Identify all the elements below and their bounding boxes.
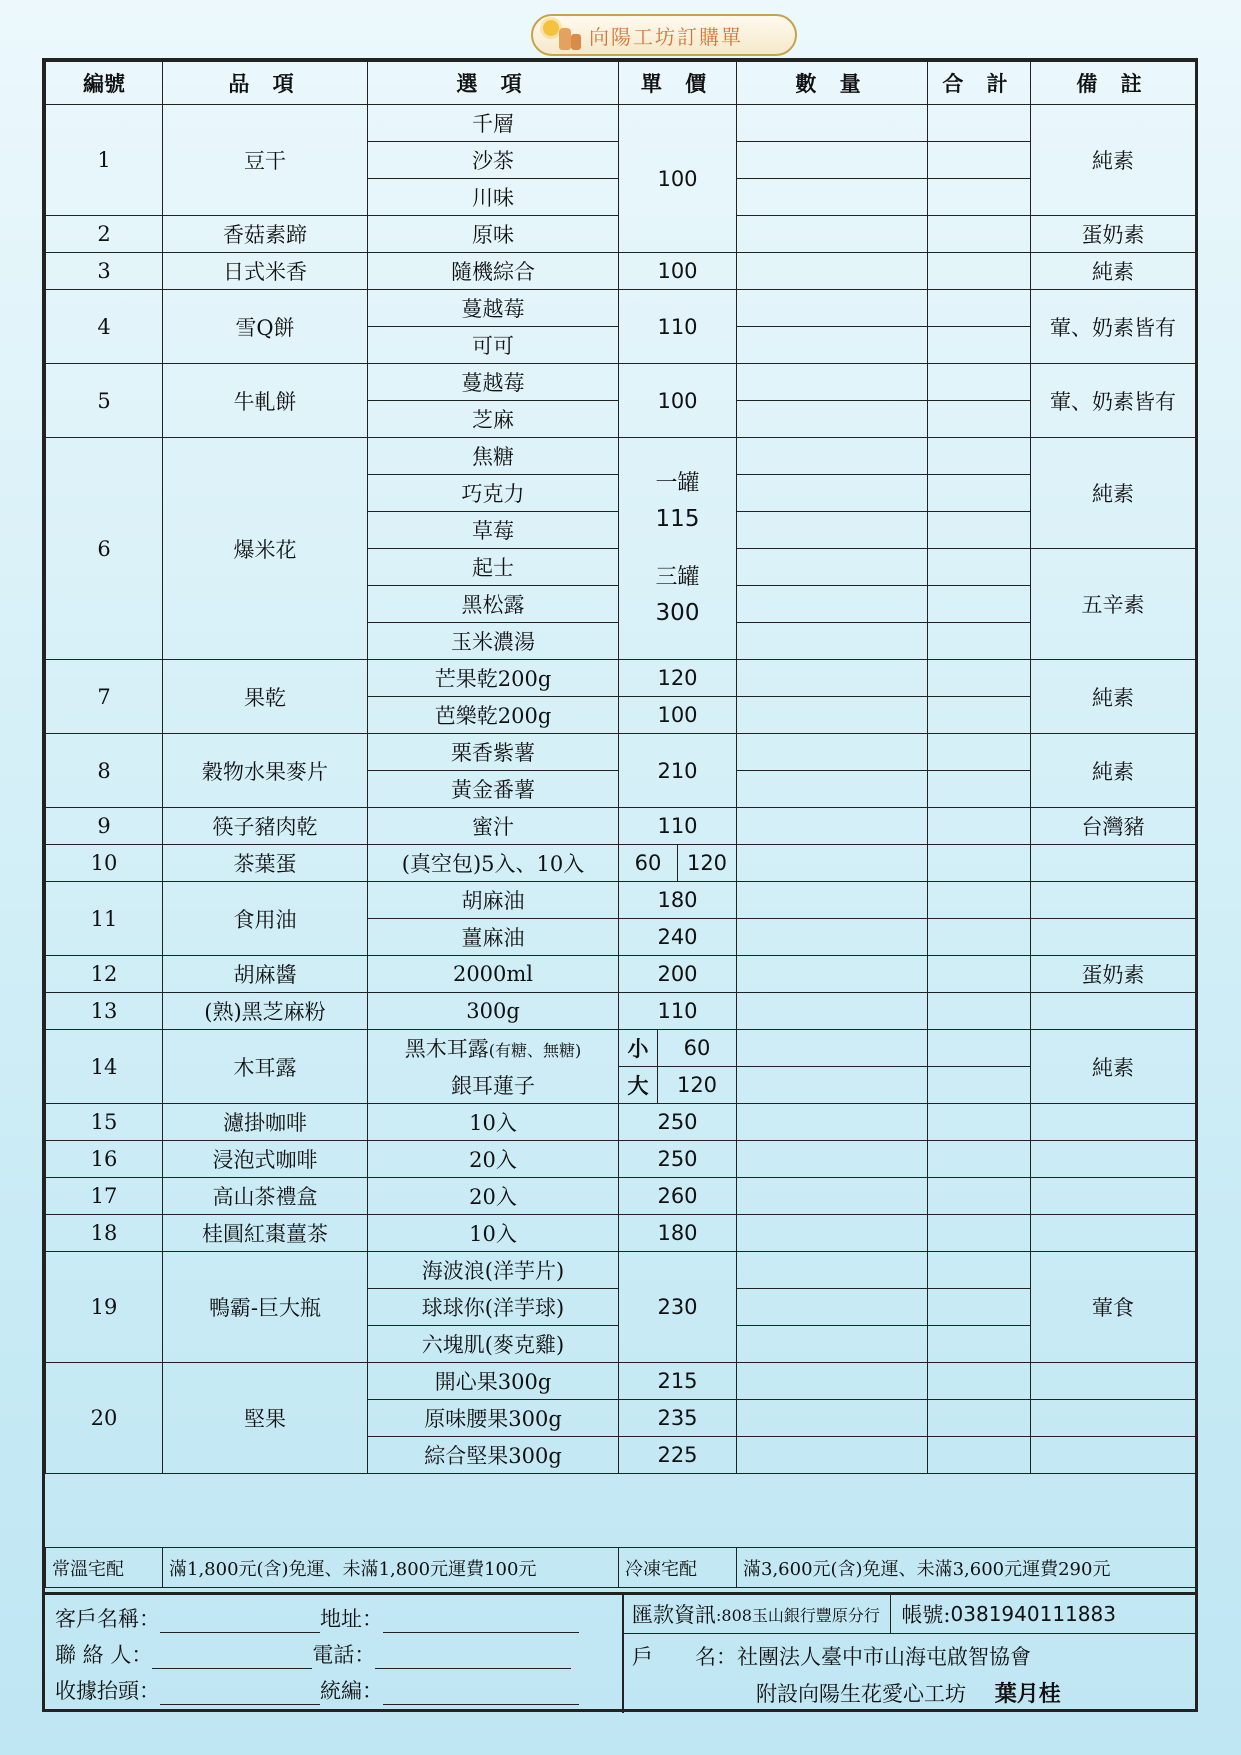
item-option: 海波浪(洋芋片) bbox=[368, 1252, 619, 1289]
table-row bbox=[46, 253, 1196, 290]
qty-cell[interactable] bbox=[737, 1141, 928, 1178]
receipt-title-field[interactable] bbox=[160, 1682, 320, 1705]
item-number: 8 bbox=[46, 734, 163, 808]
total-cell[interactable] bbox=[928, 179, 1031, 216]
total-cell[interactable] bbox=[928, 549, 1031, 586]
total-cell[interactable] bbox=[928, 586, 1031, 623]
note-cell bbox=[1031, 1363, 1196, 1400]
total-cell[interactable] bbox=[928, 1252, 1031, 1289]
item-option: 芒果乾200g bbox=[368, 660, 619, 697]
order-table bbox=[45, 61, 1196, 1474]
item-price: 210 bbox=[619, 734, 737, 808]
item-price: 180 bbox=[619, 882, 737, 919]
item-price: 100 bbox=[619, 105, 737, 253]
qty-cell[interactable] bbox=[737, 771, 928, 808]
header-total: 合 計 bbox=[928, 62, 1031, 105]
total-cell[interactable] bbox=[928, 438, 1031, 475]
contact-field[interactable] bbox=[152, 1646, 312, 1669]
size-price-cell bbox=[619, 1030, 737, 1067]
contact-label: 聯 絡 人： bbox=[55, 1643, 153, 1667]
item-price: 300 bbox=[655, 599, 700, 626]
table-row bbox=[46, 364, 1196, 401]
account-label: 帳號: bbox=[901, 1603, 951, 1627]
item-price: 240 bbox=[619, 919, 737, 956]
item-price: 60 bbox=[657, 1030, 736, 1066]
total-cell[interactable] bbox=[928, 660, 1031, 697]
item-name: 茶葉蛋 bbox=[163, 845, 368, 882]
qty-cell[interactable] bbox=[737, 808, 928, 845]
item-name: 濾掛咖啡 bbox=[163, 1104, 368, 1141]
item-option: 巧克力 bbox=[368, 475, 619, 512]
item-option: 玉米濃湯 bbox=[368, 623, 619, 660]
qty-cell[interactable] bbox=[737, 1104, 928, 1141]
total-cell[interactable] bbox=[928, 1326, 1031, 1363]
qty-cell[interactable] bbox=[737, 438, 928, 475]
qty-cell[interactable] bbox=[737, 623, 928, 660]
table-row bbox=[46, 290, 1196, 327]
item-note: 葷、奶素皆有 bbox=[1031, 290, 1196, 364]
item-note: 葷食 bbox=[1031, 1252, 1196, 1363]
item-number: 15 bbox=[46, 1104, 163, 1141]
address-field[interactable] bbox=[383, 1610, 579, 1633]
total-cell[interactable] bbox=[928, 364, 1031, 401]
split-price-cell bbox=[619, 845, 737, 882]
total-cell[interactable] bbox=[928, 808, 1031, 845]
item-name: 豆干 bbox=[163, 105, 368, 216]
qty-cell[interactable] bbox=[737, 734, 928, 771]
item-option: 原味腰果300g bbox=[368, 1400, 619, 1437]
sun-bottle-logo bbox=[533, 16, 589, 54]
qty-cell[interactable] bbox=[737, 549, 928, 586]
total-cell[interactable] bbox=[928, 512, 1031, 549]
item-note: 五辛素 bbox=[1031, 549, 1196, 660]
total-cell[interactable] bbox=[928, 253, 1031, 290]
note-cell bbox=[1031, 993, 1196, 1030]
note-cell bbox=[1031, 882, 1196, 919]
item-name: 雪Q餅 bbox=[163, 290, 368, 364]
qty-cell[interactable] bbox=[737, 1289, 928, 1326]
item-name: 牛軋餅 bbox=[163, 364, 368, 438]
item-name: 香菇素蹄 bbox=[163, 216, 368, 253]
qty-cell[interactable] bbox=[737, 956, 928, 993]
item-number: 14 bbox=[46, 1030, 163, 1104]
price-unit-three-cans: 三罐 bbox=[655, 564, 700, 590]
total-cell[interactable] bbox=[928, 1400, 1031, 1437]
item-option: 芭樂乾200g bbox=[368, 697, 619, 734]
customer-name-label: 客戶名稱： bbox=[55, 1607, 160, 1631]
note-cell bbox=[1031, 1215, 1196, 1252]
phone-field[interactable] bbox=[375, 1646, 571, 1669]
table-row bbox=[46, 1030, 1196, 1067]
normal-shipping-text: 滿1,800元(含)免運、未滿1,800元運費100元 bbox=[163, 1548, 619, 1588]
size-label: 大 bbox=[627, 1074, 649, 1098]
table-row bbox=[46, 660, 1196, 697]
item-option: 薑麻油 bbox=[368, 919, 619, 956]
item-number: 9 bbox=[46, 808, 163, 845]
item-option: 六塊肌(麥克雞) bbox=[368, 1326, 619, 1363]
item-name: (熟)黑芝麻粉 bbox=[163, 993, 368, 1030]
total-cell[interactable] bbox=[928, 1215, 1031, 1252]
qty-cell[interactable] bbox=[737, 253, 928, 290]
size-label: 小 bbox=[627, 1037, 649, 1061]
item-name: 穀物水果麥片 bbox=[163, 734, 368, 808]
qty-cell[interactable] bbox=[737, 290, 928, 327]
item-option: 隨機綜合 bbox=[368, 253, 619, 290]
item-option: 開心果300g bbox=[368, 1363, 619, 1400]
qty-cell[interactable] bbox=[737, 1437, 928, 1474]
note-cell bbox=[1031, 845, 1196, 882]
item-name: 果乾 bbox=[163, 660, 368, 734]
item-number: 2 bbox=[46, 216, 163, 253]
total-cell[interactable] bbox=[928, 401, 1031, 438]
item-price: 180 bbox=[619, 1215, 737, 1252]
item-option: 起士 bbox=[368, 549, 619, 586]
qty-cell[interactable] bbox=[737, 179, 928, 216]
header-no: 編號 bbox=[46, 62, 163, 105]
table-row bbox=[46, 105, 1196, 142]
item-note: 純素 bbox=[1031, 734, 1196, 808]
item-number: 16 bbox=[46, 1141, 163, 1178]
total-cell[interactable] bbox=[928, 771, 1031, 808]
total-cell[interactable] bbox=[928, 734, 1031, 771]
item-name: 高山茶禮盒 bbox=[163, 1178, 368, 1215]
item-option: 草莓 bbox=[368, 512, 619, 549]
table-row bbox=[46, 845, 1196, 882]
qty-cell[interactable] bbox=[737, 1400, 928, 1437]
item-option: 2000ml bbox=[368, 956, 619, 993]
table-row bbox=[46, 438, 1196, 475]
item-note: 蛋奶素 bbox=[1031, 216, 1196, 253]
item-note: 純素 bbox=[1031, 438, 1196, 549]
qty-cell[interactable] bbox=[737, 364, 928, 401]
item-name: 筷子豬肉乾 bbox=[163, 808, 368, 845]
item-price: 215 bbox=[619, 1363, 737, 1400]
item-name: 鴨霸-巨大瓶 bbox=[163, 1252, 368, 1363]
item-name: 浸泡式咖啡 bbox=[163, 1141, 368, 1178]
item-name: 桂圓紅棗薑茶 bbox=[163, 1215, 368, 1252]
note-cell bbox=[1031, 1400, 1196, 1437]
item-number: 13 bbox=[46, 993, 163, 1030]
qty-cell[interactable] bbox=[737, 1252, 928, 1289]
phone-label: 電話： bbox=[312, 1643, 376, 1667]
item-number: 5 bbox=[46, 364, 163, 438]
note-cell bbox=[1031, 919, 1196, 956]
total-cell[interactable] bbox=[928, 1363, 1031, 1400]
remit-label: 匯款資訊 bbox=[632, 1603, 716, 1627]
total-cell[interactable] bbox=[928, 216, 1031, 253]
qty-cell[interactable] bbox=[737, 475, 928, 512]
item-number: 18 bbox=[46, 1215, 163, 1252]
item-price: 250 bbox=[619, 1104, 737, 1141]
total-cell[interactable] bbox=[928, 623, 1031, 660]
info-section bbox=[45, 1592, 1195, 1710]
item-price: 110 bbox=[619, 993, 737, 1030]
table-row bbox=[46, 1252, 1196, 1289]
item-number: 12 bbox=[46, 956, 163, 993]
table-row bbox=[46, 993, 1196, 1030]
total-cell[interactable] bbox=[928, 919, 1031, 956]
total-cell[interactable] bbox=[928, 1289, 1031, 1326]
item-option: 胡麻油 bbox=[368, 882, 619, 919]
item-price: 120 bbox=[657, 1067, 736, 1103]
option-sub: (有糖、無糖) bbox=[488, 1041, 582, 1061]
total-cell[interactable] bbox=[928, 993, 1031, 1030]
item-number: 4 bbox=[46, 290, 163, 364]
qty-cell[interactable] bbox=[737, 1326, 928, 1363]
item-option: 芝麻 bbox=[368, 401, 619, 438]
item-note: 葷、奶素皆有 bbox=[1031, 364, 1196, 438]
item-price: 100 bbox=[619, 697, 737, 734]
qty-cell[interactable] bbox=[737, 327, 928, 364]
qty-cell[interactable] bbox=[737, 697, 928, 734]
total-cell[interactable] bbox=[928, 845, 1031, 882]
item-number: 11 bbox=[46, 882, 163, 956]
table-row bbox=[46, 882, 1196, 919]
item-price: 235 bbox=[619, 1400, 737, 1437]
qty-cell[interactable] bbox=[737, 586, 928, 623]
item-number: 3 bbox=[46, 253, 163, 290]
item-number: 1 bbox=[46, 105, 163, 216]
item-price: 110 bbox=[619, 290, 737, 364]
qty-cell[interactable] bbox=[737, 1030, 928, 1067]
total-cell[interactable] bbox=[928, 882, 1031, 919]
item-option: 千層 bbox=[368, 105, 619, 142]
header-price: 單 價 bbox=[619, 62, 737, 105]
item-name: 木耳露 bbox=[163, 1030, 368, 1104]
header-item: 品 項 bbox=[163, 62, 368, 105]
receipt-title-label: 收據抬頭： bbox=[55, 1679, 160, 1703]
item-option: 20入 bbox=[368, 1141, 619, 1178]
qty-cell[interactable] bbox=[737, 1215, 928, 1252]
qty-cell[interactable] bbox=[737, 512, 928, 549]
total-cell[interactable] bbox=[928, 475, 1031, 512]
total-cell[interactable] bbox=[928, 327, 1031, 364]
qty-cell[interactable] bbox=[737, 142, 928, 179]
qty-cell[interactable] bbox=[737, 845, 928, 882]
item-option: 300g bbox=[368, 993, 619, 1030]
item-option: 10入 bbox=[368, 1104, 619, 1141]
item-price: 225 bbox=[619, 1437, 737, 1474]
item-option: 蔓越莓 bbox=[368, 364, 619, 401]
item-note: 純素 bbox=[1031, 660, 1196, 734]
table-row bbox=[46, 1215, 1196, 1252]
header-note: 備 註 bbox=[1031, 62, 1196, 105]
item-price: 200 bbox=[619, 956, 737, 993]
cold-shipping-text: 滿3,600元(含)免運、未滿3,600元運費290元 bbox=[737, 1548, 1196, 1588]
table-row bbox=[46, 1141, 1196, 1178]
holder-sub-name: 附設向陽生花愛心工坊 bbox=[756, 1682, 966, 1706]
item-option: 球球你(洋芋球) bbox=[368, 1289, 619, 1326]
tax-id-field[interactable] bbox=[383, 1682, 579, 1705]
item-option: 20入 bbox=[368, 1178, 619, 1215]
option-main: 黑木耳露 bbox=[404, 1037, 489, 1062]
item-option: 可可 bbox=[368, 327, 619, 364]
customer-name-field[interactable] bbox=[160, 1610, 320, 1633]
total-cell[interactable] bbox=[928, 956, 1031, 993]
holder-name: 社團法人臺中市山海屯啟智協會 bbox=[737, 1645, 1031, 1669]
cold-shipping-label: 冷凍宅配 bbox=[619, 1548, 737, 1588]
popcorn-price-cell bbox=[619, 438, 737, 660]
table-row bbox=[46, 956, 1196, 993]
total-cell[interactable] bbox=[928, 1141, 1031, 1178]
item-option: 黃金番薯 bbox=[368, 771, 619, 808]
qty-cell[interactable] bbox=[737, 401, 928, 438]
note-cell bbox=[1031, 1178, 1196, 1215]
item-option: 10入 bbox=[368, 1215, 619, 1252]
account-number: 0381940111883 bbox=[950, 1602, 1116, 1626]
note-cell bbox=[1031, 1141, 1196, 1178]
item-option: 黑松露 bbox=[368, 586, 619, 623]
item-option: 銀耳蓮子 bbox=[368, 1067, 619, 1104]
item-number: 17 bbox=[46, 1178, 163, 1215]
qty-cell[interactable] bbox=[737, 1067, 928, 1104]
table-row bbox=[46, 734, 1196, 771]
representative-seal: 葉月桂 bbox=[994, 1681, 1061, 1707]
note-cell bbox=[1031, 1104, 1196, 1141]
item-price: 230 bbox=[619, 1252, 737, 1363]
item-option: 原味 bbox=[368, 216, 619, 253]
total-cell[interactable] bbox=[928, 1104, 1031, 1141]
item-price: 120 bbox=[677, 845, 736, 881]
table-row bbox=[46, 808, 1196, 845]
total-cell[interactable] bbox=[928, 142, 1031, 179]
item-name: 胡麻醬 bbox=[163, 956, 368, 993]
item-option: 栗香紫薯 bbox=[368, 734, 619, 771]
item-option bbox=[368, 1030, 619, 1067]
bank-name: :808玉山銀行豐原分行 bbox=[716, 1605, 880, 1625]
item-price: 260 bbox=[619, 1178, 737, 1215]
qty-cell[interactable] bbox=[737, 919, 928, 956]
item-number: 6 bbox=[46, 438, 163, 660]
title-badge bbox=[531, 14, 797, 56]
total-cell[interactable] bbox=[928, 105, 1031, 142]
size-price-cell bbox=[619, 1067, 737, 1104]
total-cell[interactable] bbox=[928, 1178, 1031, 1215]
header-qty: 數 量 bbox=[737, 62, 928, 105]
shipping-table bbox=[45, 1547, 1196, 1588]
item-price: 100 bbox=[619, 253, 737, 290]
page-title: 向陽工坊訂購單 bbox=[589, 24, 743, 49]
holder-label: 戶 名： bbox=[632, 1645, 737, 1669]
item-price: 100 bbox=[619, 364, 737, 438]
item-option: 焦糖 bbox=[368, 438, 619, 475]
payment-info bbox=[622, 1595, 1195, 1713]
total-cell[interactable] bbox=[928, 290, 1031, 327]
item-note: 台灣豬 bbox=[1031, 808, 1196, 845]
item-option: 綜合堅果300g bbox=[368, 1437, 619, 1474]
qty-cell[interactable] bbox=[737, 1363, 928, 1400]
item-note: 純素 bbox=[1031, 1030, 1196, 1104]
item-name: 食用油 bbox=[163, 882, 368, 956]
item-price: 250 bbox=[619, 1141, 737, 1178]
item-option: (真空包)5入、10入 bbox=[368, 845, 619, 882]
table-row bbox=[46, 1104, 1196, 1141]
item-price: 120 bbox=[619, 660, 737, 697]
item-number: 10 bbox=[46, 845, 163, 882]
header-row bbox=[46, 62, 1196, 105]
customer-info bbox=[45, 1595, 624, 1713]
item-note: 純素 bbox=[1031, 253, 1196, 290]
qty-cell[interactable] bbox=[737, 882, 928, 919]
item-option: 沙茶 bbox=[368, 142, 619, 179]
normal-shipping-label: 常溫宅配 bbox=[46, 1548, 163, 1588]
item-price: 110 bbox=[619, 808, 737, 845]
item-note: 純素 bbox=[1031, 105, 1196, 216]
item-number: 7 bbox=[46, 660, 163, 734]
item-option: 蜜汁 bbox=[368, 808, 619, 845]
qty-cell[interactable] bbox=[737, 216, 928, 253]
note-cell bbox=[1031, 1437, 1196, 1474]
header-option: 選 項 bbox=[368, 62, 619, 105]
item-name: 爆米花 bbox=[163, 438, 368, 660]
item-name: 日式米香 bbox=[163, 253, 368, 290]
item-price: 60 bbox=[634, 851, 662, 875]
item-name: 堅果 bbox=[163, 1363, 368, 1474]
qty-cell[interactable] bbox=[737, 105, 928, 142]
price-unit-one-can: 一罐 bbox=[655, 470, 700, 496]
address-label: 地址： bbox=[320, 1607, 383, 1631]
item-number: 19 bbox=[46, 1252, 163, 1363]
table-row bbox=[46, 1178, 1196, 1215]
table-row bbox=[46, 1363, 1196, 1400]
total-cell[interactable] bbox=[928, 1437, 1031, 1474]
total-cell[interactable] bbox=[928, 697, 1031, 734]
qty-cell[interactable] bbox=[737, 1178, 928, 1215]
total-cell[interactable] bbox=[928, 1030, 1031, 1067]
qty-cell[interactable] bbox=[737, 660, 928, 697]
total-cell[interactable] bbox=[928, 1067, 1031, 1104]
tax-id-label: 統編： bbox=[320, 1679, 383, 1703]
item-option: 川味 bbox=[368, 179, 619, 216]
item-option: 蔓越莓 bbox=[368, 290, 619, 327]
item-note: 蛋奶素 bbox=[1031, 956, 1196, 993]
item-number: 20 bbox=[46, 1363, 163, 1474]
qty-cell[interactable] bbox=[737, 993, 928, 1030]
item-price: 115 bbox=[655, 505, 700, 532]
